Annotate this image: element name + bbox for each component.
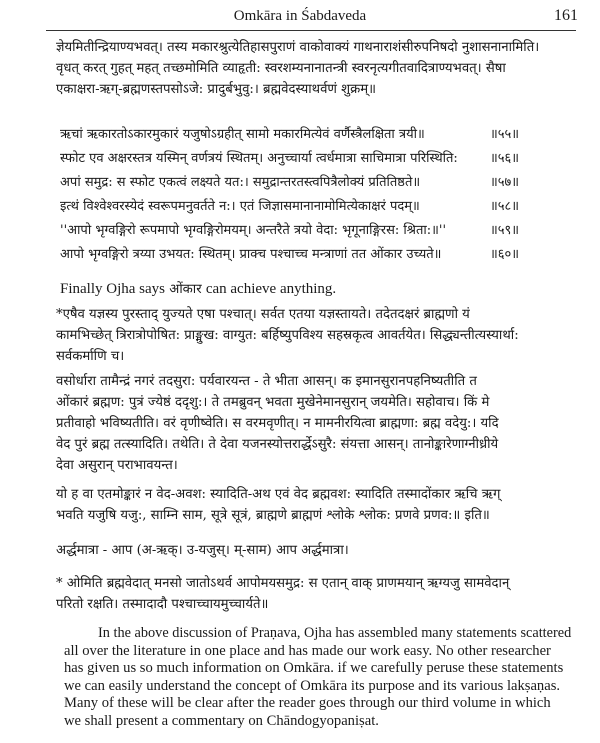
- finally-line: [60, 279, 580, 300]
- verse-text: ''आपो भृग्वङ्गिरो रूपमापो भृग्वङ्गिरोमयम्। अन्तरैते त्रयो वेदा: भृगूनाङ्गिरस: श्रिता:॥'': [60, 223, 447, 238]
- text-line: सर्वकर्माणि च।: [56, 349, 125, 364]
- verse-row: [60, 172, 560, 192]
- text-line: * ओमिति ब्रह्मवेदात् मनसो जातोऽथर्व आपोमयसमुद्र: स एतान् वाक् प्राणमयान् ऋग्यजु सामवेदान्: [56, 576, 510, 591]
- english-line: we shall present a commentary on Chāndogyopaniṣat.: [64, 713, 379, 729]
- verse-number: ॥५५॥: [490, 127, 520, 142]
- text-line: अर्द्धमात्रा - आप (अ-ऋक्। उ-यजुस्। म्-साम) आप अर्द्धमात्रा।: [56, 543, 349, 558]
- verse-row: [60, 196, 560, 216]
- page-number: 161: [554, 7, 578, 24]
- quote-paragraph-1: [56, 304, 576, 367]
- text-line: यो ह वा एतमोङ्कारं न वेद-अवश: स्यादिति-अथ एवं वेद ब्रह्मवश: स्यादिति तस्मादोंकार ऋचि ऋग्: [56, 487, 501, 502]
- verse-text: ऋचां ऋकारतोऽकारमुकारं यजुषोऽग्रहीत् सामो मकारमित्येवं वर्णैस्त्रैलक्षिता त्रयी॥: [60, 127, 425, 142]
- header-rule: [46, 30, 576, 31]
- text-line: देवा असुरान् पराभावयन्त।: [56, 458, 178, 473]
- text-line: भवति यजुषि यजु:, साम्नि साम, सूत्रे सूत्रं, ब्राह्मणे ब्राह्मणं श्लोके श्लोक: प्रणवे प्रणव:॥ इति॥: [56, 508, 490, 523]
- verse-row: [60, 244, 560, 264]
- english-line: Many of these will be clear after the reader goes through our third volume in which: [64, 695, 551, 712]
- verse-text: अपां समुद्र: स स्फोट एकत्वं लक्ष्यते यत:। समुद्रान्तरतस्त्वपित्रैलोक्यं प्रतितिष्ठते॥: [60, 175, 421, 190]
- english-line: we can easily understand the concept of Omkāra its purpose and its various lakṣaṇas.: [64, 677, 561, 694]
- text-line: प्रतीवाहो भविष्यतीति। वरं वृणीष्वेति। स वरमवृणीत्। न मामनीरयित्वा ब्राह्मणा: ब्रह्म वदेयु:। यदि: [56, 416, 499, 431]
- quote-paragraph-4: [56, 573, 576, 615]
- page-header: [0, 6, 600, 28]
- english-line: has given us so much information on Omkāra. if we carefully peruse these statements: [64, 660, 564, 677]
- verse-number: ॥५६॥: [490, 151, 520, 166]
- verse-text: स्फोट एव अक्षरस्तत्र यस्मिन् वर्णत्रयं स्थितम्। अनुच्चार्या त्वर्धमात्रा साचिमात्रा परिस्थिति:: [60, 151, 458, 166]
- verse-text: आपो भृग्वङ्गिरो त्रय्या उभयत: स्थितम्। प्राक्च पश्चाच्च मन्त्राणां तत ओंकार उच्यते॥: [60, 247, 442, 262]
- verse-number: ॥६०॥: [490, 247, 520, 262]
- finally-after: can achieve anything.: [205, 281, 337, 297]
- verse-number: ॥५८॥: [490, 199, 520, 214]
- verse-row: [60, 220, 560, 240]
- quote-paragraph-3: [56, 484, 576, 526]
- english-line: In the above discussion of Praṇava, Ojha has assembled many statements scattered: [98, 625, 572, 641]
- verse-number: ॥५९॥: [490, 223, 520, 238]
- text-line: परितो रक्षति। तस्मादादौ पश्चाच्चायमुच्चार्यते॥: [56, 597, 269, 612]
- intro-sanskrit-paragraph: [56, 37, 576, 100]
- text-line: ज्ञेयमितीन्द्रियाण्यभवत्। तस्य मकारश्रुत्येतिहासपुराणं वाकोवाक्यं गाथनाराशंसीरुपनिषदो नुशासनानामिति।: [56, 40, 540, 55]
- verse-row: [60, 148, 560, 168]
- text-line: वसोर्धारा तामैन्द्रं नगरं तदसुरा: पर्यवारयन्त - ते भीता आसन्। क इमानसुरानपहनिष्यतीति त: [56, 374, 477, 389]
- text-line: वृधत् करत् गुहत् महत् तच्छमोमिति व्याहृती: स्वरशम्यनानातन्त्री स्वरनृत्यगीतवादित्राण्यभवत्। सैषा: [56, 61, 506, 76]
- finally-before: Finally Ojha says: [60, 281, 165, 297]
- running-title: Omkāra in Śabdaveda: [233, 8, 367, 24]
- verse-text: इत्थं विश्वेश्वरस्येदं स्वरूपमनुवर्तते न:। एतं जिज्ञासमानानामोमित्येकाक्षरं पदम्॥: [60, 199, 420, 214]
- verse-row: [60, 124, 560, 144]
- text-line: *एषैव यज्ञस्य पुरस्ताद् युज्यते एषा पश्चात्। सर्वत एतया यज्ञस्तायते। तदेतदक्षरं ब्राह्मणो यं: [56, 307, 470, 322]
- quote-paragraph-2: [56, 371, 576, 476]
- verse-number: ॥५७॥: [490, 175, 520, 190]
- finally-sanskrit: ओंकार: [169, 282, 202, 297]
- text-line: एकाक्षरा-ऋग्-ब्रह्मणस्तपसोऽजे: प्रादुर्बभुवु:। ब्रह्मवेदस्याथर्वणं शुक्रम्॥: [56, 82, 377, 97]
- text-line: ओंकारं ब्रह्मण: पुत्रं ज्येष्ठं ददृशु:। ते तमब्रुवन् भवता मुखेनेमानसुरान् जयमेति। सहोवाच। किं मे: [56, 395, 490, 410]
- text-line: वेद पुरं ब्रह्म तत्स्यादिति। तथेति। ते देवा यजनस्योत्तरार्द्धेऽसुरै: संयत्ता आसन्। तानोङ्कारेणाग्नीध्रीये: [56, 437, 499, 452]
- text-line: कामभिच्छेत् त्रिरात्रोपोषित: प्राङ्मुख: वाग्युत: बर्हिष्युपविश्य सहस्रकृत्व आवर्तयेत। सिद्ध्यन्तीत्यस्यार्था:: [56, 328, 519, 343]
- ardhamatra-line: [56, 540, 576, 561]
- english-line: all over the literature in one place and has made our work easy. No other researcher: [64, 642, 551, 659]
